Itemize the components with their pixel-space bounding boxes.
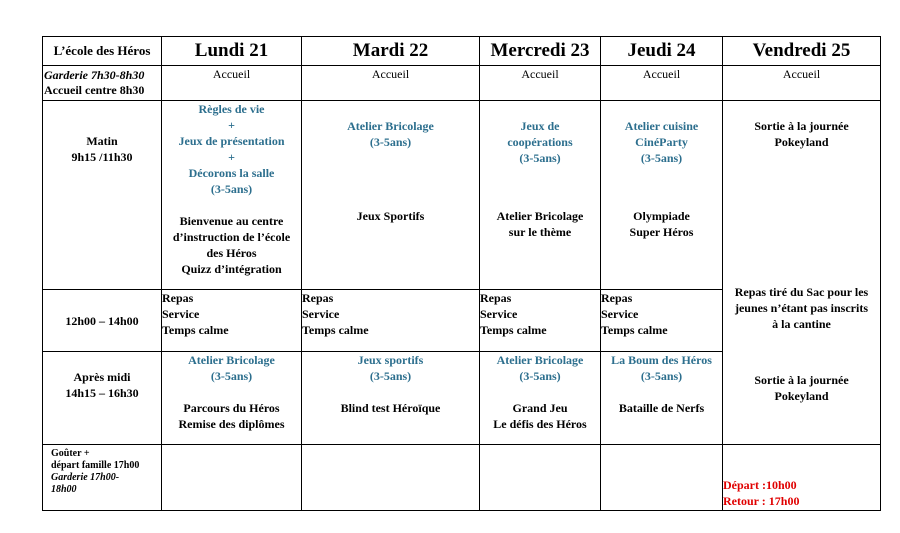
cell-gouter-mercredi xyxy=(480,445,601,511)
row-label-matin: Matin 9h15 /11h30 xyxy=(43,101,162,290)
cell-gouter-mardi xyxy=(302,445,480,511)
cell-midi-mardi: Repas Service Temps calme xyxy=(302,290,480,352)
accueil-mardi: Accueil xyxy=(302,66,480,101)
cell-gouter-lundi xyxy=(162,445,302,511)
cell-apres-midi-jeudi: La Boum des Héros (3-5ans) Bataille de Nerfs xyxy=(601,352,723,445)
cell-apres-midi-mardi: Jeux sportifs (3-5ans) Blind test Héroïque xyxy=(302,352,480,445)
cell-apres-midi-lundi: Atelier Bricolage (3-5ans) Parcours du Héros Remise des diplômes xyxy=(162,352,302,445)
accueil-lundi: Accueil xyxy=(162,66,302,101)
retour-time: Retour : 17h00 xyxy=(723,494,800,508)
depart-time: Départ :10h00 xyxy=(723,478,797,492)
day-header-vendredi: Vendredi 25 xyxy=(723,37,881,66)
cell-matin-lundi: Règles de vie + Jeux de présentation + Décorons la salle (3-5ans) Bienvenue au centre d’instruction de l’école des Héros Quizz d’intégration xyxy=(162,101,302,290)
day-header-lundi: Lundi 21 xyxy=(162,37,302,66)
cell-gouter-jeudi xyxy=(601,445,723,511)
day-header-jeudi: Jeudi 24 xyxy=(601,37,723,66)
accueil-mercredi: Accueil xyxy=(480,66,601,101)
cell-midi-jeudi: Repas Service Temps calme xyxy=(601,290,723,352)
cell-gouter-vendredi xyxy=(723,445,881,511)
accueil-jeudi: Accueil xyxy=(601,66,723,101)
cell-midi-lundi: Repas Service Temps calme xyxy=(162,290,302,352)
cell-matin-mercredi: Jeux de coopérations (3-5ans) Atelier Bricolage sur le thème xyxy=(480,101,601,290)
row-label-apres-midi: Après midi 14h15 – 16h30 xyxy=(43,352,162,445)
planning-table xyxy=(42,36,881,511)
row-label-garderie: Garderie 7h30-8h30 Accueil centre 8h30 xyxy=(43,66,162,101)
cell-matin-mardi: Atelier Bricolage (3-5ans) Jeux Sportifs xyxy=(302,101,480,290)
cell-apres-midi-mercredi: Atelier Bricolage (3-5ans) Grand Jeu Le défis des Héros xyxy=(480,352,601,445)
day-header-mardi: Mardi 22 xyxy=(302,37,480,66)
day-header-mercredi: Mercredi 23 xyxy=(480,37,601,66)
row-label-midi: 12h00 – 14h00 xyxy=(43,290,162,352)
school-name: L’école des Héros xyxy=(43,37,162,66)
accueil-vendredi: Accueil xyxy=(723,66,881,101)
row-label-gouter: Goûter + départ famille 17h00 Garderie 17h00- 18h00 xyxy=(43,445,162,511)
cell-vendredi-journee: Sortie à la journée Pokeyland Repas tiré du Sac pour les jeunes n’étant pas inscrits à la cantine Sortie à la journée Pokeyland xyxy=(723,101,881,445)
cell-matin-jeudi: Atelier cuisine CinéParty (3-5ans) Olympiade Super Héros xyxy=(601,101,723,290)
cell-midi-mercredi: Repas Service Temps calme xyxy=(480,290,601,352)
